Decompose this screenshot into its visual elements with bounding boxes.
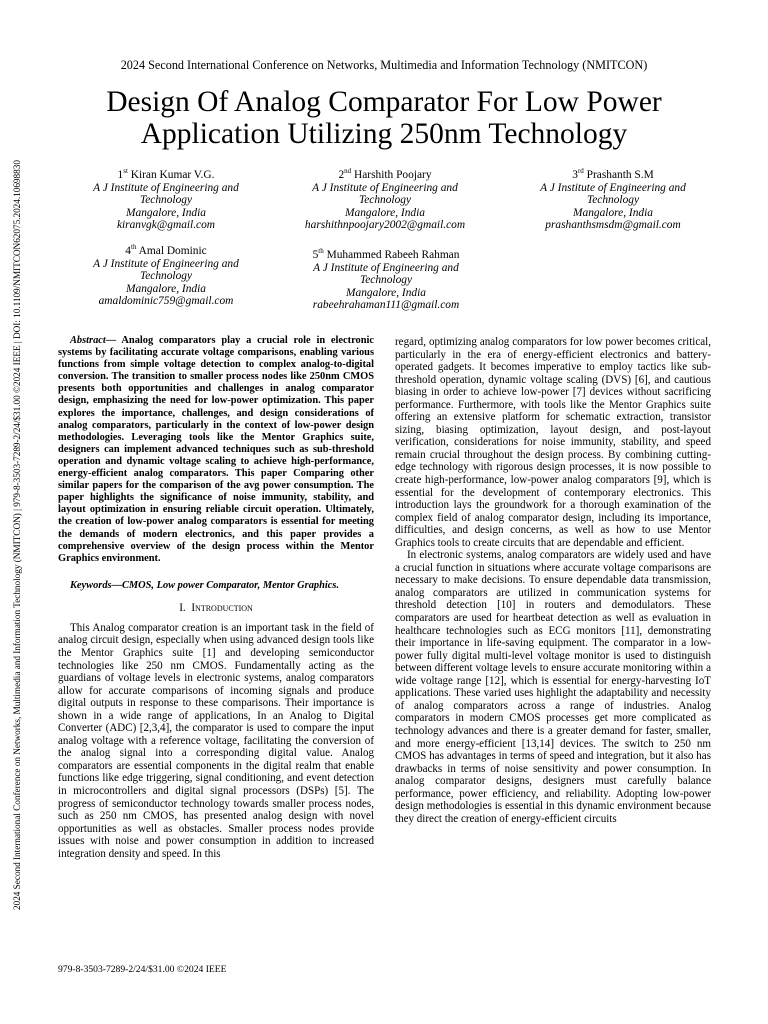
author-city: Mangalore, India <box>345 206 425 219</box>
author-city: Mangalore, India <box>126 282 206 295</box>
author-email: harshithnpoojary2002@gmail.com <box>304 218 466 231</box>
author-name: Kiran Kumar V.G. <box>130 169 215 181</box>
author-name: Prashanth S.M <box>586 169 654 181</box>
author-ordinal-suffix: st <box>123 167 128 176</box>
author-ordinal: 5 <box>312 249 319 261</box>
author-ordinal: 3 <box>572 169 578 181</box>
keywords: Keywords—CMOS, Low power Comparator, Mentor Graphics. <box>70 579 340 591</box>
abstract <box>58 335 374 565</box>
footer-copyright: 979-8-3503-7289-2/24/$31.00 ©2024 IEEE <box>58 964 227 975</box>
author-institute: A J Institute of Engineering and Technology <box>540 182 686 207</box>
section-heading-introduction <box>58 602 374 615</box>
author-institute: A J Institute of Engineering and Technology <box>93 258 239 283</box>
author-ordinal-suffix: rd <box>577 167 584 176</box>
author-ordinal: 2 <box>338 169 345 181</box>
author-name: Amal Dominic <box>138 245 207 257</box>
author-block-4 <box>71 245 261 307</box>
author-ordinal-suffix: th <box>131 243 137 252</box>
author-institute: A J Institute of Engineering and Technology <box>312 182 458 207</box>
author-city: Mangalore, India <box>573 206 653 219</box>
author-email: prashanthsmsdm@gmail.com <box>545 218 681 231</box>
side-doi-text: 2024 Second International Conference on Networks, Multimedia and Information Technology (NMITCON) | 979-8-3503-7289-2/24/$31.00 ©2024 IEEE | DOI: 10.1109/NMITCON62075.2024.10698830 <box>13 160 23 910</box>
conference-header: 2024 Second International Conference on Networks, Multimedia and Information Technology (NMITCON) <box>120 58 648 72</box>
author-email: rabeehrahaman111@gmail.com <box>312 298 460 311</box>
author-ordinal-suffix: th <box>318 247 324 256</box>
abstract-lead: Abstract <box>70 335 106 346</box>
intro-paragraph-2: In electronic systems, analog comparators are widely used and have a crucial function in situations where accurate voltage comparisons are necessary to make decisions. To ensure dependable data transmission, analog comparators are utilized in communication systems for threshold detection [10] in routers and demodulators. These comparators are used for heartbeat detection as well as evaluation in healthcare technologies such as ECG monitors [11], demonstrating their importance in life-saving equipment. The comparator in a low-power fully digital multi-level voltage monitor is used to distinguish between different voltage levels to ensure accurate monitoring within a wide voltage range [12], which is essential for energy-harvesting IoT applications. These varied uses highlight the adaptability and necessity of analog comparators across a range of industries. Analog comparators in modern CMOS processes get more complicated as technology advances and there is a greater demand for faster, smaller, and more energy-efficient [13,14] devices. The switch to 250 nm CMOS has advantages in terms of speed and integration, but it also has drawbacks in terms of noise sensitivity and power consumption. In analog comparator designs, designers must carefully balance performance, power efficiency, and reliability. Adopting low-power design methodologies is essential in this dynamic environment because they direct the creation of energy-efficient circuits <box>395 549 711 825</box>
author-email: kiranvgk@gmail.com <box>116 218 216 231</box>
left-column <box>58 335 374 860</box>
right-column <box>395 336 711 825</box>
author-city: Mangalore, India <box>126 206 206 219</box>
abstract-text: Analog comparators play a crucial role in electronic systems by facilitating accurate voltage comparisons, enabling various functions from simple voltage detection to complex analog-to-digital conversion. The transition to smaller process nodes like 250nm CMOS presents both opportunities and challenges in analog comparator design, emphasizing the need for low-power optimization. This paper explores the importance, challenges, and design considerations of analog comparators, particularly in the context of low-power design methodologies. Leveraging tools like the Mentor Graphics suite, designers can implement advanced techniques such as sub-threshold operation and dynamic voltage scaling to achieve high-performance, energy-efficient analog comparators. This paper Comparing other similar papers for the comparison of the avg power consumption. The paper highlights the significance of noise immunity, stability, and layout optimization in ensuring reliable circuit operation. Ultimately, the creation of low-power analog comparators is essential for meeting the demands of modern electronics, and this paper provides a comprehensive overview of the design process within the Mentor Graphics environment. <box>58 335 374 564</box>
author-name: Harshith Poojary <box>354 169 432 181</box>
author-block-1 <box>71 169 261 231</box>
author-ordinal: 4 <box>125 245 131 257</box>
author-institute: A J Institute of Engineering and Technology <box>313 262 459 287</box>
author-block-2 <box>286 169 484 231</box>
abstract-dash: — <box>105 335 117 346</box>
section-title: Introduction <box>191 601 253 614</box>
author-ordinal-suffix: nd <box>344 167 352 176</box>
section-number: I. <box>179 601 186 614</box>
author-ordinal: 1 <box>117 169 124 181</box>
author-institute: A J Institute of Engineering and Technology <box>93 182 239 207</box>
author-city: Mangalore, India <box>346 286 426 299</box>
author-email: amaldominic759@gmail.com <box>98 294 234 307</box>
intro-paragraph-1-continued: regard, optimizing analog comparators for low power becomes critical, particularly in the era of energy-efficient electronics and battery-operated gadgets. It becomes imperative to employ tactics like sub-threshold operation, dynamic voltage scaling (DVS) [6], and cautious biasing in order to achieve low-power [7] devices without sacrificing performance. Furthermore, with tools like the Mentor Graphics suite offering an extensive platform for schematic extraction, transistor sizing, biasing optimization, layout design, and post-layout verification, considerations for noise immunity, stability, and speed remain crucial throughout the design process. By combining cutting-edge technology with rigorous design processes, it is now possible to create high-performance, low-power analog comparators [9], which is essential for the development of contemporary electronics. This introduction lays the groundwork for a thorough examination of the complex field of analog comparator design, including its importance, difficulties, and design concerns, as well as how to use Mentor Graphics tools to create circuits that are dependable and efficient. <box>395 336 711 549</box>
intro-paragraph-1: This Analog comparator creation is an important task in the field of analog circuit design, especially when using advanced design tools like the Mentor Graphics suite [1] and developing semiconductor technologies like 250 nm CMOS. Fundamentally acting as the guardians of voltage levels in electronic systems, analog comparators allow for accurate comparisons of incoming signals and produce digital outputs in response to these comparisons. Their importance is shown in a wide range of applications, In an Analog to Digital Converter (ADC) [2,3,4], the comparator is used to compare the input analog voltage with a reference voltage, facilitating the conversion of the analog signal into a corresponding digital value. Analog comparators are essential components in the digital realm that enable functions like edge triggering, signal conditioning, and event detection in microcontrollers and digital signal processors (DSPs) [5]. The progress of semiconductor technology towards smaller process nodes, such as 250 nm CMOS, has presented analog design with novel opportunities as well as obstacles. Smaller process nodes provide issues with noise and power consumption in addition to increased integration density and speed. In this <box>58 621 374 860</box>
paper-title: Design Of Analog Comparator For Low Power Application Utilizing 250nm Technology <box>106 86 662 150</box>
side-doi-strip <box>12 110 26 910</box>
author-name: Muhammed Rabeeh Rahman <box>326 249 460 261</box>
author-block-5 <box>288 249 484 311</box>
author-block-3 <box>518 169 708 231</box>
